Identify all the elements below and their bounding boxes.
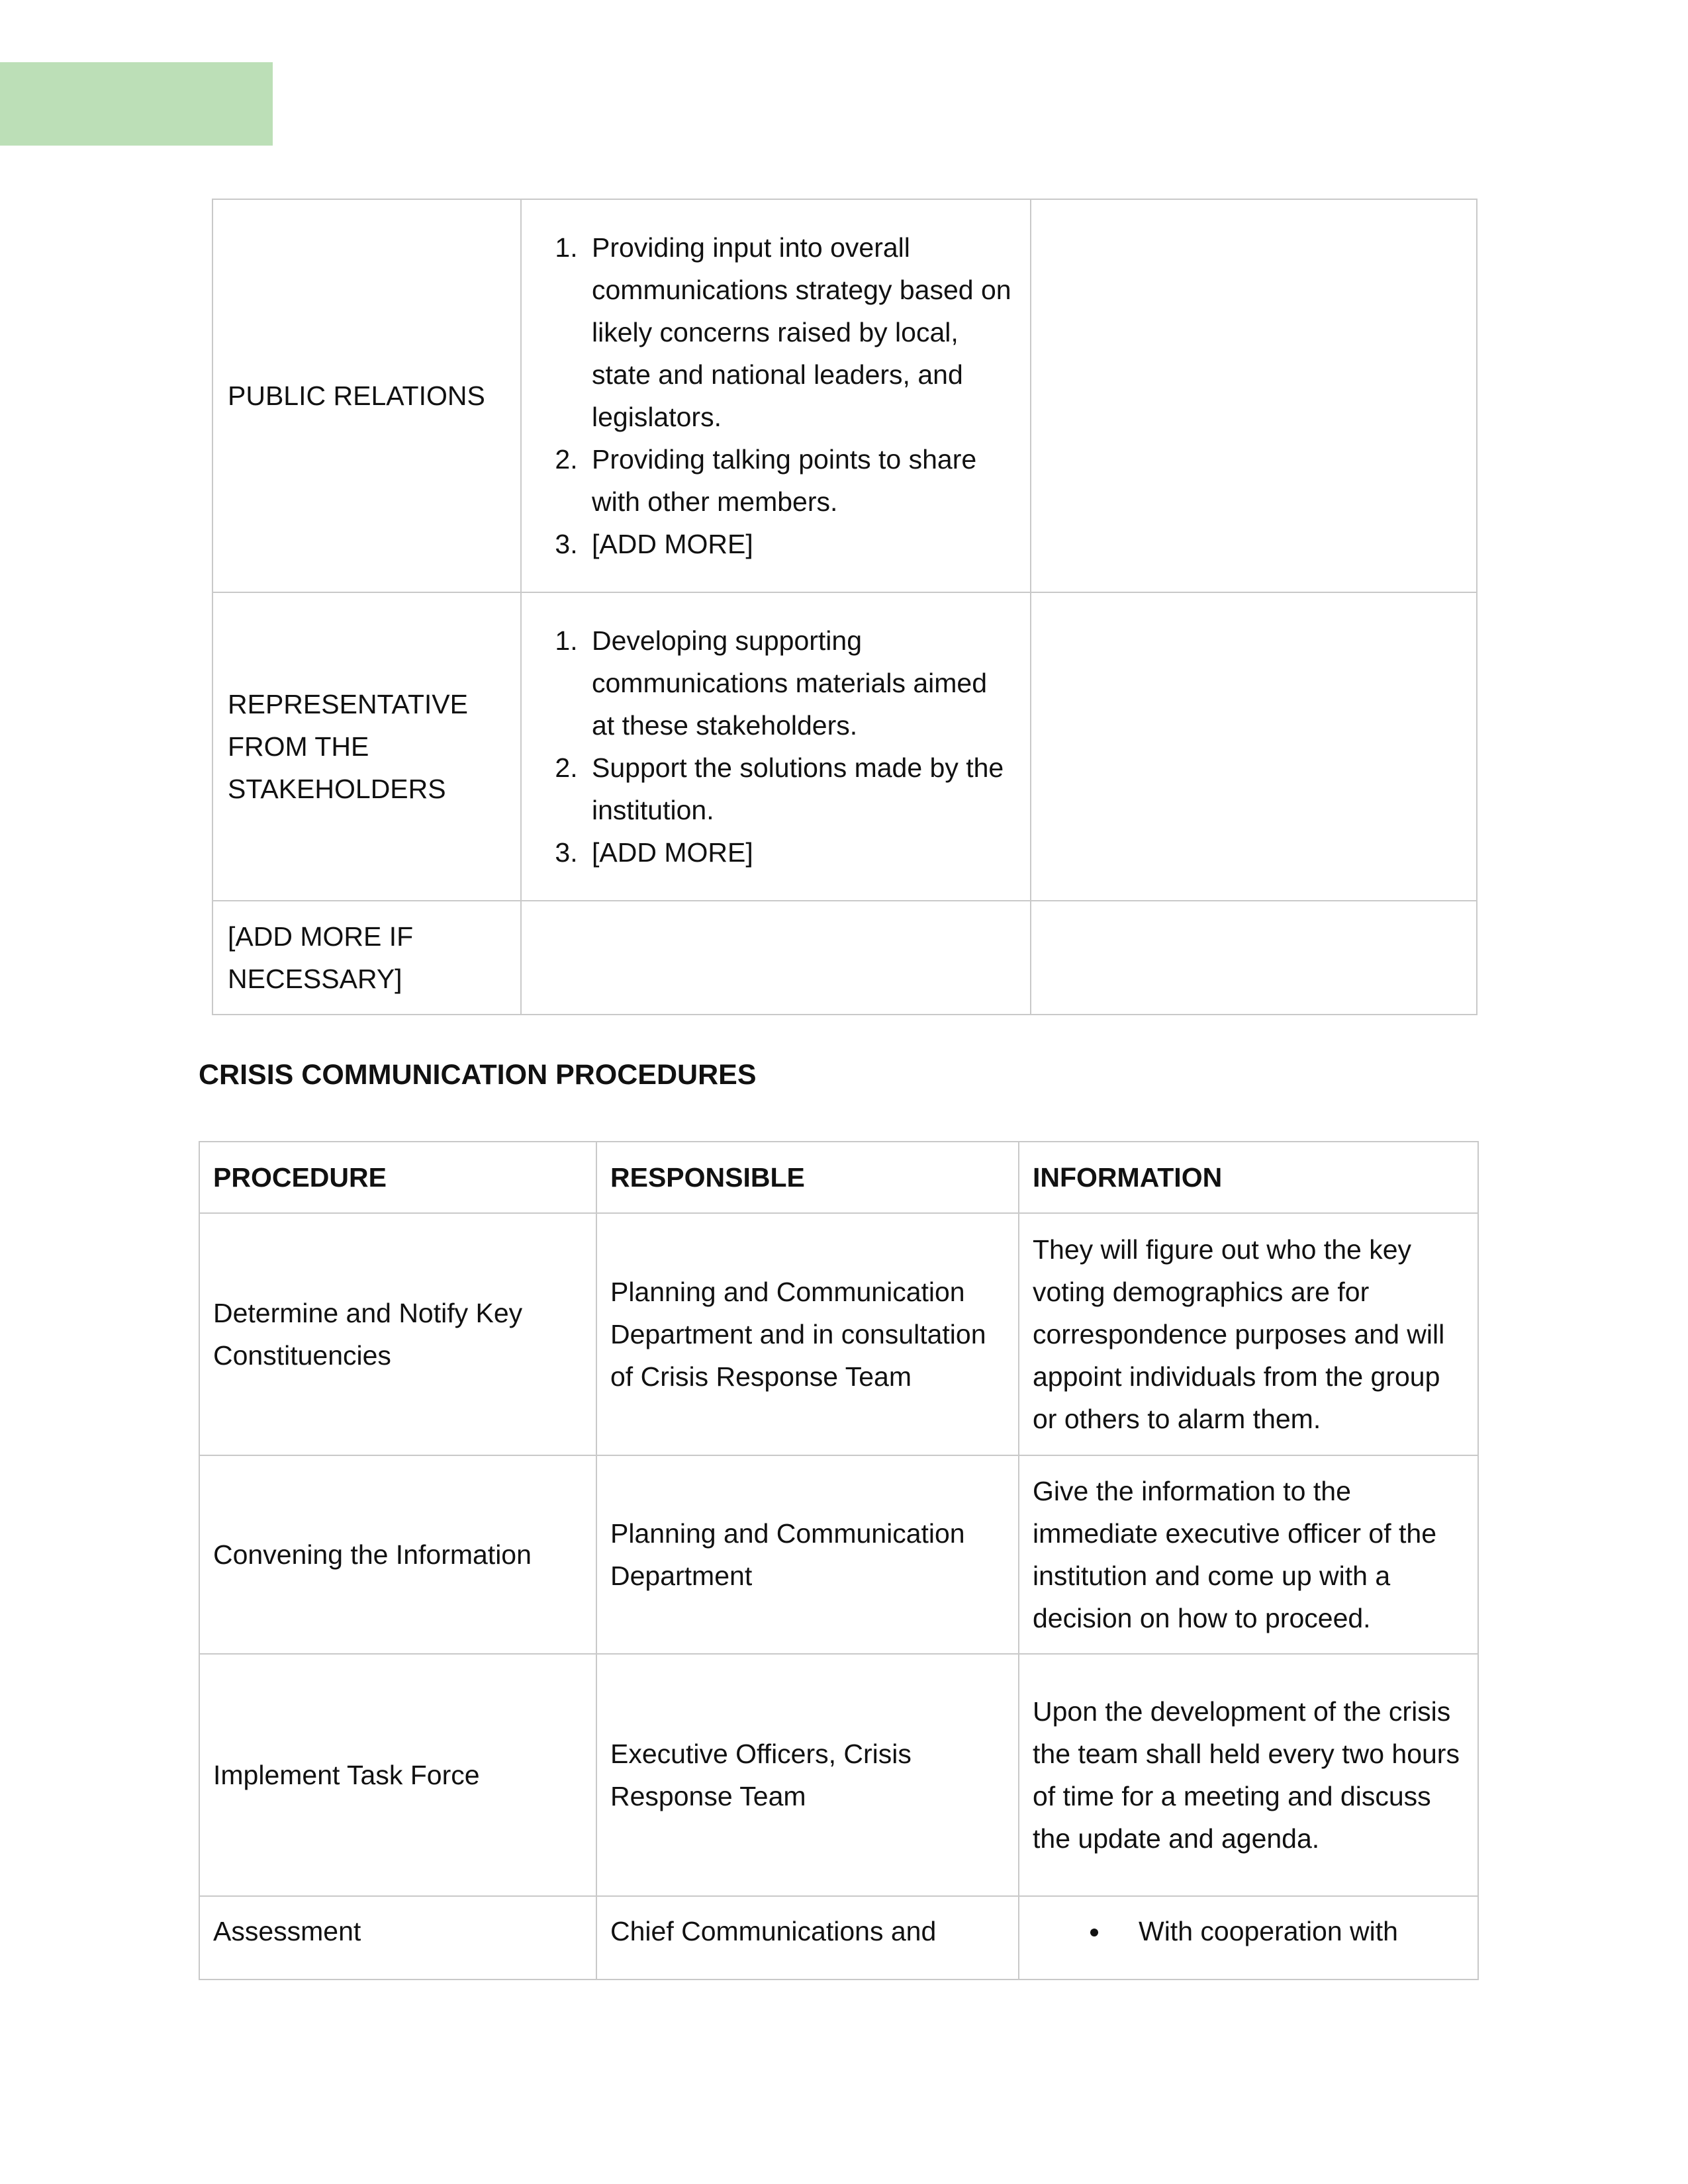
table-row	[199, 1455, 1478, 1654]
information-bullets	[1033, 1910, 1466, 1952]
notes-cell	[1031, 199, 1477, 592]
column-header-procedure: PROCEDURE	[199, 1142, 596, 1213]
information-cell: Give the information to the immediate executive officer of the institution and come up with a decision on how to proceed.	[1019, 1455, 1478, 1654]
column-header-responsible: RESPONSIBLE	[596, 1142, 1019, 1213]
duties-list	[523, 619, 1017, 874]
table-row	[199, 1654, 1478, 1896]
information-cell	[1019, 1896, 1478, 1979]
responsible-cell: Chief Communications and	[596, 1896, 1019, 1979]
column-header-information: INFORMATION	[1019, 1142, 1478, 1213]
section-heading: CRISIS COMMUNICATION PROCEDURES	[199, 1059, 757, 1091]
duties-cell	[521, 199, 1031, 592]
list-item: • With cooperation with	[1111, 1910, 1466, 1952]
role-cell: [ADD MORE IF NECESSARY]	[212, 901, 521, 1015]
duties-cell	[521, 901, 1031, 1015]
procedure-cell: Implement Task Force	[199, 1654, 596, 1896]
procedures-table	[199, 1141, 1479, 1980]
list-item: 3. [ADD MORE]	[585, 831, 1017, 874]
table-row	[212, 901, 1477, 1015]
notes-cell	[1031, 592, 1477, 901]
duties-cell	[521, 592, 1031, 901]
table-header-row	[199, 1142, 1478, 1213]
duties-list	[523, 226, 1017, 565]
roles-table	[212, 199, 1477, 1015]
role-cell: REPRESENTATIVE FROM THE STAKEHOLDERS	[212, 592, 521, 901]
role-cell: PUBLIC RELATIONS	[212, 199, 521, 592]
list-item: 2. Providing talking points to share with other members.	[585, 438, 1017, 523]
information-cell: Upon the development of the crisis the team shall held every two hours of time for a meeting and discuss the update and agenda.	[1019, 1654, 1478, 1896]
procedure-cell: Determine and Notify Key Constituencies	[199, 1213, 596, 1455]
list-item: 3. [ADD MORE]	[585, 523, 1017, 565]
responsible-cell: Planning and Communication Department	[596, 1455, 1019, 1654]
responsible-cell: Executive Officers, Crisis Response Team	[596, 1654, 1019, 1896]
header-accent-bar	[0, 62, 273, 146]
responsible-cell: Planning and Communication Department and in consultation of Crisis Response Team	[596, 1213, 1019, 1455]
information-cell: They will figure out who the key voting demographics are for correspondence purposes and will appoint individuals from the group or others to alarm them.	[1019, 1213, 1478, 1455]
list-item: 1. Developing supporting communications materials aimed at these stakeholders.	[585, 619, 1017, 747]
table-row	[212, 199, 1477, 592]
list-item: 2. Support the solutions made by the institution.	[585, 747, 1017, 831]
table-row	[199, 1213, 1478, 1455]
table-row	[212, 592, 1477, 901]
procedure-cell: Convening the Information	[199, 1455, 596, 1654]
procedure-cell: Assessment	[199, 1896, 596, 1979]
table-row	[199, 1896, 1478, 1979]
notes-cell	[1031, 901, 1477, 1015]
list-item: 1. Providing input into overall communications strategy based on likely concerns raised by local, state and national leaders, and legislators.	[585, 226, 1017, 438]
